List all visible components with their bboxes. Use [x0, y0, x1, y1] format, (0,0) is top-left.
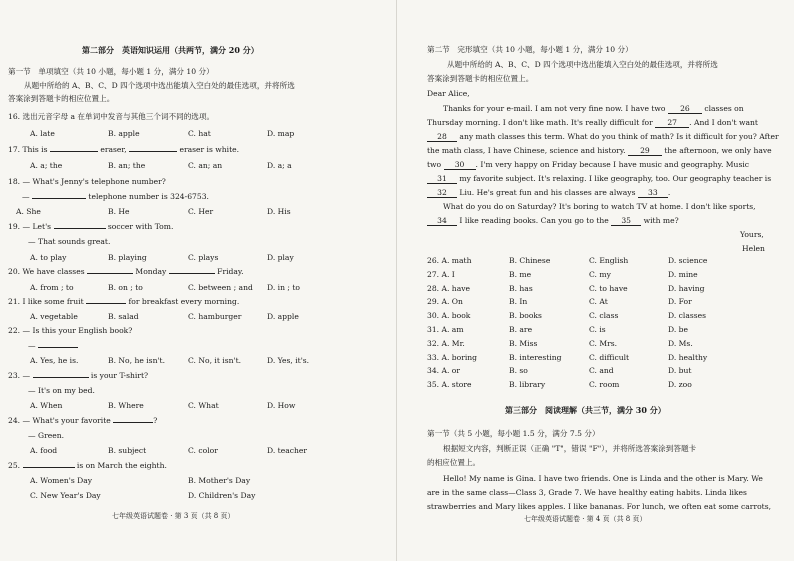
question-23-line-1: 23. — is your T-shirt? — [8, 371, 149, 380]
cloze-option-b: B. interesting — [509, 352, 562, 362]
cloze-option-b: B. so — [509, 366, 528, 376]
q19-option-a: A. to play — [30, 253, 67, 262]
q17-option-d: D. a; a — [267, 161, 292, 170]
section-3-title: 第三部分 阅读理解（共三节，满分 30 分） — [505, 405, 666, 415]
q21-option-b: B. salad — [108, 312, 139, 321]
part-1-title: 第一节 单项填空（共 10 小题，每小题 1 分，满分 10 分） — [8, 67, 214, 76]
q24-option-d: D. teacher — [267, 446, 307, 455]
page-footer: 七年级英语试题卷 · 第 4 页（共 8 页） — [524, 515, 647, 523]
q19-option-b: B. playing — [108, 253, 147, 262]
q23-option-d: D. How — [267, 401, 296, 410]
cloze-option-b: B. has — [509, 283, 533, 293]
cloze-option-c: C. difficult — [589, 352, 630, 362]
cloze-option-a: 26. A. math — [427, 256, 472, 265]
q17-option-a: A. a; the — [30, 161, 63, 170]
cloze-blank: 30 — [444, 161, 476, 170]
cloze-option-a: 35. A. store — [427, 380, 472, 390]
cloze-option-b: B. are — [509, 325, 533, 334]
question-18-line-1: 18. — What's Jenny's telephone number? — [8, 177, 166, 186]
question-24-line-2: — Green. — [28, 431, 64, 440]
cloze-option-b: B. Chinese — [509, 256, 551, 265]
cloze-blank: 31 — [427, 175, 457, 184]
cloze-option-a: 32. A. Mr. — [427, 338, 465, 348]
exam-page-4 — [397, 0, 794, 561]
q21-option-a: A. vegetable — [30, 312, 78, 321]
q24-option-b: B. subject — [108, 446, 147, 455]
q16-option-d: D. map — [267, 129, 295, 138]
letter-line: 32 Liu. He's great fun and his classes are always 33 . — [427, 188, 670, 198]
cloze-option-a: 29. A. On — [427, 297, 463, 307]
question-20-stem: 20. We have classes Monday Friday. — [8, 267, 244, 276]
q20-option-c: C. between ; and — [188, 283, 253, 292]
q23-option-b: B. Where — [108, 401, 144, 410]
cloze-option-d: D. zoo — [668, 380, 692, 390]
part-3-title: 第一节（共 5 小题，每小题 1.5 分，满分 7.5 分） — [427, 429, 600, 438]
answer-blank — [169, 273, 215, 274]
part-1-instruction-cont: 答案涂到答题卡的相应位置上。 — [8, 94, 115, 103]
letter-line: 28 any math classes this term. What do you think of math? Is it difficult for you? After — [427, 132, 779, 142]
cloze-option-a: 31. A. am — [427, 325, 464, 334]
cloze-option-c: C. room — [589, 380, 620, 390]
cloze-blank: 33 — [638, 189, 668, 198]
question-22-line-2: — — [28, 341, 78, 351]
cloze-blank: 29 — [628, 147, 662, 156]
q25-option-d: D. Children's Day — [188, 491, 256, 500]
letter-line: 34 I like reading books. Can you go to the 35 with me? — [427, 216, 679, 226]
q22-option-a: A. Yes, he is. — [30, 356, 79, 365]
cloze-option-d: D. having — [668, 283, 705, 293]
question-22-line-1: 22. — Is this your English book? — [8, 326, 133, 335]
q18-option-a: A. She — [16, 207, 41, 216]
cloze-blank: 35 — [611, 217, 641, 226]
q25-option-a: A. Women's Day — [30, 476, 93, 485]
question-16-stem: 16. 选出元音字母 a 在单词中发音与其他三个词不同的选项。 — [8, 112, 215, 121]
q19-option-c: C. plays — [188, 253, 219, 262]
cloze-option-a: 30. A. book — [427, 311, 471, 321]
cloze-option-c: C. to have — [589, 283, 628, 293]
cloze-option-b: B. In — [509, 297, 528, 307]
q22-option-d: D. Yes, it's. — [267, 356, 310, 365]
q19-option-d: D. play — [267, 253, 294, 262]
question-23-line-2: — It's on my bed. — [28, 386, 95, 395]
question-24-line-1: 24. — What's your favorite ? — [8, 416, 158, 425]
letter-line: Thursday morning. I don't like math. It's really difficult for 27 . And I don't want — [427, 118, 758, 127]
answer-blank — [54, 228, 106, 229]
cloze-option-c: C. English — [589, 256, 629, 265]
part-2-instruction-cont: 答案涂到答题卡的相应位置上。 — [427, 74, 534, 83]
cloze-option-b: B. books — [509, 311, 542, 321]
letter-line: 31 my favorite subject. It's relaxing. I like geography, too. Our geography teacher is — [427, 174, 771, 184]
cloze-option-d: D. healthy — [668, 352, 708, 362]
q20-option-b: B. on ; to — [108, 283, 143, 292]
cloze-option-b: B. library — [509, 380, 546, 390]
cloze-option-d: D. For — [668, 297, 692, 307]
q22-option-c: C. No, it isn't. — [188, 356, 242, 365]
letter-line: two 30 . I'm very happy on Friday because I have music and geography. Music — [427, 160, 750, 169]
cloze-option-a: 33. A. boring — [427, 352, 478, 362]
reading-line: strawberries and Mary likes apples. I like bananas. For lunch, we often eat some carrots, — [427, 502, 772, 511]
letter-line: the math class, I have Chinese, science and history. 29 the afternoon, we only have — [427, 146, 772, 155]
question-25-stem: 25. is on March the eighth. — [8, 461, 167, 470]
part-1-instruction: 从题中所给的 A、B、C、D 四个选项中选出能填入空白处的最佳选项，并将所选 — [24, 81, 295, 90]
cloze-option-c: C. At — [589, 297, 608, 307]
part-2-instruction: 从题中所给的 A、B、C、D 四个选项中选出能填入空白处的最佳选项，并将所选 — [447, 60, 718, 69]
q24-option-c: C. color — [188, 446, 218, 455]
part-3-instruction-cont: 的相应位置上。 — [427, 458, 481, 467]
cloze-option-b: B. Miss — [509, 338, 538, 348]
page-footer: 七年级英语试题卷 · 第 3 页（共 8 页） — [112, 512, 235, 520]
question-19-line-1: 19. — Let's soccer with Tom. — [8, 222, 174, 231]
answer-blank — [32, 198, 86, 199]
q18-option-d: D. His — [267, 207, 291, 216]
cloze-option-c: C. my — [589, 269, 611, 279]
reading-line: Hello! My name is Gina. I have two friends. One is Linda and the other is Mary. We — [443, 474, 763, 483]
answer-blank — [23, 467, 75, 468]
section-2-title: 第二部分 英语知识运用（共两节，满分 20 分） — [82, 45, 259, 55]
q16-option-b: B. apple — [108, 129, 140, 138]
q21-option-d: D. apple — [267, 312, 299, 321]
cloze-blank: 34 — [427, 217, 457, 226]
cloze-blank: 26 — [668, 105, 702, 114]
cloze-blank: 28 — [427, 133, 457, 142]
cloze-option-d: D. classes — [668, 311, 707, 321]
q18-option-b: B. He — [108, 207, 130, 216]
question-21-stem: 21. I like some fruit for breakfast every morning. — [8, 297, 240, 306]
q20-option-d: D. in ; to — [267, 283, 300, 292]
q22-option-b: B. No, he isn't. — [108, 356, 166, 365]
part-3-instruction: 根据短文内容，判断正误（正确 "T"，错误 "F"），并将所选答案涂到答题卡 — [443, 444, 697, 453]
answer-blank — [33, 377, 89, 378]
answer-blank — [86, 303, 126, 304]
q17-option-b: B. an; the — [108, 161, 146, 170]
q20-option-a: A. from ; to — [30, 283, 74, 292]
letter-line: What do you do on Saturday? It's boring to watch TV at home. I don't like sports, — [443, 202, 756, 211]
cloze-option-a: 27. A. I — [427, 269, 455, 279]
cloze-option-d: D. but — [668, 366, 692, 376]
cloze-option-d: D. science — [668, 256, 708, 265]
answer-blank — [50, 151, 98, 152]
q18-option-c: C. Her — [188, 207, 214, 216]
letter-closing: Yours, — [740, 230, 764, 239]
cloze-option-c: C. Mrs. — [589, 338, 618, 348]
answer-blank — [129, 151, 177, 152]
cloze-option-c: C. class — [589, 311, 619, 321]
letter-line: Thanks for your e-mail. I am not very fine now. I have two 26 classes on — [443, 104, 744, 113]
letter-salutation: Dear Alice, — [427, 89, 470, 98]
question-19-line-2: — That sounds great. — [28, 237, 111, 246]
cloze-option-c: C. is — [589, 325, 606, 334]
cloze-blank: 32 — [427, 189, 457, 198]
question-17-stem: 17. This is eraser, eraser is white. — [8, 145, 240, 154]
cloze-option-d: D. mine — [668, 269, 698, 279]
cloze-option-d: D. be — [668, 325, 689, 334]
cloze-option-b: B. me — [509, 269, 532, 279]
answer-blank — [38, 347, 78, 348]
cloze-option-d: D. Ms. — [668, 338, 693, 348]
q17-option-c: C. an; an — [188, 161, 223, 170]
q25-option-b: B. Mother's Day — [188, 476, 251, 485]
q21-option-c: C. hamburger — [188, 312, 242, 321]
cloze-option-a: 34. A. or — [427, 366, 461, 376]
letter-signature: Helen — [742, 244, 765, 253]
q25-option-c: C. New Year's Day — [30, 491, 101, 500]
reading-line: are in the same class—Class 3, Grade 7. We have healthy eating habits. Linda likes — [427, 488, 747, 497]
q23-option-a: A. When — [30, 401, 63, 410]
answer-blank — [113, 422, 153, 423]
q23-option-c: C. What — [188, 401, 219, 410]
q24-option-a: A. food — [30, 446, 58, 455]
question-18-line-2: — telephone number is 324-6753. — [22, 192, 209, 201]
q16-option-c: C. hat — [188, 129, 211, 138]
cloze-blank: 27 — [655, 119, 689, 128]
exam-page-3 — [0, 0, 396, 561]
answer-blank — [87, 273, 133, 274]
part-2-title: 第二节 完形填空（共 10 小题，每小题 1 分，满分 10 分） — [427, 45, 633, 54]
cloze-option-c: C. and — [589, 366, 614, 376]
q16-option-a: A. late — [30, 129, 55, 138]
cloze-option-a: 28. A. have — [427, 283, 471, 293]
